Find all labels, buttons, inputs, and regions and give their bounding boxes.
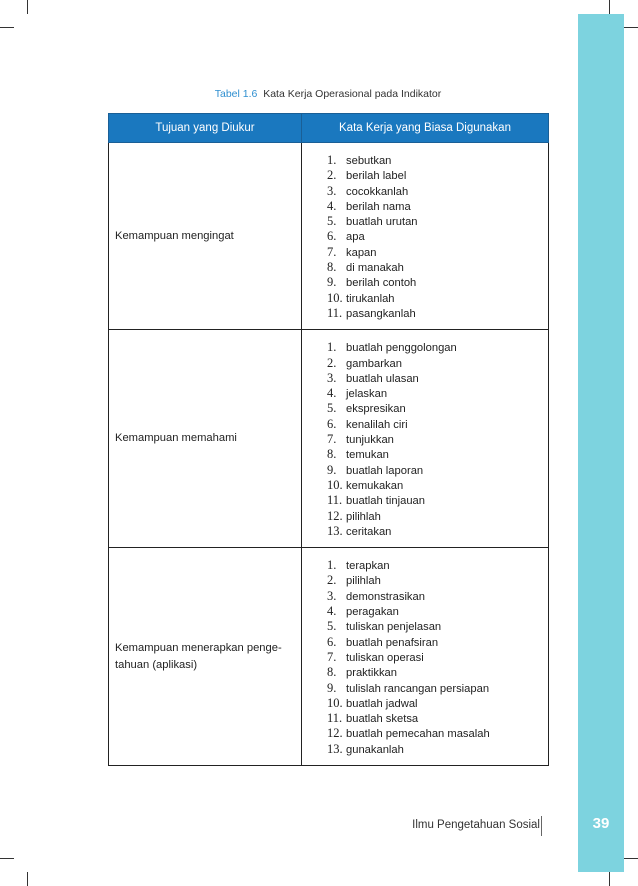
list-item (327, 478, 544, 493)
list-item-text: pilihlah (346, 510, 381, 523)
list-item (327, 340, 544, 355)
crop-mark (624, 27, 638, 28)
table-caption (108, 88, 548, 100)
verbs-cell (302, 330, 549, 548)
list-item (327, 306, 544, 321)
list-item-text: pilihlah (346, 575, 381, 588)
list-item-text: peragakan (346, 606, 399, 619)
list-item-text: buatlah tinjauan (346, 495, 426, 508)
list-item-number: 9. (327, 462, 337, 477)
list-item-text: buatlah penafsiran (346, 636, 439, 649)
book-title: Ilmu Pengetahuan Sosial (412, 819, 540, 831)
list-item-text: gambarkan (346, 357, 402, 370)
list-item-text: gunakanlah (346, 743, 404, 756)
list-item-number: 3. (327, 183, 337, 198)
list-item-number: 11. (327, 493, 343, 508)
list-item-text: berilah nama (346, 200, 411, 213)
list-item-text: praktikkan (346, 667, 397, 680)
list-item-number: 9. (327, 275, 337, 290)
list-item-number: 7. (327, 432, 337, 447)
list-item-number: 9. (327, 680, 337, 695)
list-item-number: 2. (327, 355, 337, 370)
list-item-text: tuliskan penjelasan (346, 621, 442, 634)
list-item-text: buatlah penggolongan (346, 342, 457, 355)
crop-mark (609, 0, 610, 14)
list-item (327, 726, 544, 741)
list-item (327, 199, 544, 214)
list-item-number: 5. (327, 214, 337, 229)
list-item (327, 650, 544, 665)
list-item (327, 275, 544, 290)
list-item (327, 229, 544, 244)
list-item-text: kapan (346, 246, 377, 259)
list-item-number: 6. (327, 634, 337, 649)
list-item-text: sebutkan (346, 155, 392, 167)
crop-mark (609, 872, 610, 886)
page-number: 39 (592, 815, 610, 832)
list-item-text: tulislah rancangan persiapan (346, 682, 490, 695)
list-item-number: 7. (327, 244, 337, 259)
table-header-row (109, 114, 549, 143)
list-item-text: tirukanlah (346, 292, 395, 305)
verb-list (327, 153, 544, 321)
list-item (327, 401, 544, 416)
list-item-text: jelaskan (346, 388, 388, 401)
list-item (327, 573, 544, 588)
list-item-text: di manakah (346, 262, 404, 275)
verbs-cell (302, 548, 549, 766)
list-item (327, 493, 544, 508)
list-item (327, 619, 544, 634)
list-item (327, 463, 544, 478)
list-item-number: 8. (327, 665, 337, 680)
list-item-number: 13. (327, 741, 343, 756)
list-item-number: 6. (327, 416, 337, 431)
list-item (327, 153, 544, 168)
objective-cell: Kemampuan menerapkan penge-tahuan (aplikasi) (109, 548, 302, 766)
list-item-text: buatlah laporan (346, 464, 424, 477)
list-item (327, 589, 544, 604)
list-item (327, 524, 544, 539)
list-item-text: cocokkanlah (346, 185, 409, 198)
list-item (327, 371, 544, 386)
list-item-number: 10. (327, 695, 343, 710)
list-item (327, 291, 544, 306)
footer-divider (541, 816, 542, 836)
list-item-text: berilah contoh (346, 277, 417, 290)
list-item (327, 184, 544, 199)
list-item (327, 356, 544, 371)
list-item (327, 509, 544, 524)
table-row (109, 330, 549, 548)
objective-cell: Kemampuan mengingat (109, 143, 302, 330)
list-item-text: buatlah jadwal (346, 697, 418, 710)
list-item (327, 742, 544, 757)
list-item-number: 8. (327, 260, 337, 275)
list-item-number: 4. (327, 198, 337, 213)
list-item-number: 2. (327, 168, 337, 183)
objective-cell: Kemampuan memahami (109, 330, 302, 548)
list-item (327, 386, 544, 401)
list-item-text: ekspresikan (346, 403, 406, 416)
page-side-bar (578, 14, 624, 872)
list-item (327, 417, 544, 432)
list-item (327, 214, 544, 229)
verbs-cell (302, 143, 549, 330)
list-item-text: demonstrasikan (346, 590, 425, 603)
list-item-text: tunjukkan (346, 434, 394, 447)
list-item-text: berilah label (346, 170, 407, 183)
list-item-number: 10. (327, 290, 343, 305)
table-row (109, 143, 549, 330)
list-item-number: 4. (327, 604, 337, 619)
list-item-number: 1. (327, 340, 337, 355)
list-item-number: 11. (327, 305, 343, 320)
list-item-text: terapkan (346, 560, 390, 573)
list-item-number: 3. (327, 370, 337, 385)
list-item (327, 604, 544, 619)
table-row (109, 548, 549, 766)
verb-list (327, 340, 544, 539)
operational-verbs-table (108, 113, 549, 766)
crop-mark (27, 0, 28, 14)
list-item-number: 5. (327, 401, 337, 416)
list-item (327, 635, 544, 650)
header-objective: Tujuan yang Diukur (109, 114, 302, 143)
list-item-number: 5. (327, 619, 337, 634)
list-item (327, 665, 544, 680)
crop-mark (0, 27, 14, 28)
list-item-number: 8. (327, 447, 337, 462)
list-item-text: buatlah urutan (346, 216, 418, 229)
list-item-text: pasangkanlah (346, 307, 416, 320)
list-item-number: 4. (327, 386, 337, 401)
list-item-text: temukan (346, 449, 389, 462)
verb-list (327, 558, 544, 757)
list-item-text: kenalilah ciri (346, 418, 408, 431)
list-item (327, 168, 544, 183)
list-item-number: 1. (327, 153, 337, 167)
list-item-text: kemukakan (346, 479, 404, 492)
list-item-number: 10. (327, 477, 343, 492)
list-item (327, 260, 544, 275)
list-item-text: buatlah pemecahan masalah (346, 728, 490, 741)
crop-mark (27, 872, 28, 886)
list-item-number: 2. (327, 573, 337, 588)
list-item (327, 447, 544, 462)
list-item-number: 13. (327, 523, 343, 538)
list-item (327, 245, 544, 260)
list-item-number: 6. (327, 229, 337, 244)
list-item (327, 696, 544, 711)
list-item-number: 12. (327, 508, 343, 523)
list-item-text: buatlah ulasan (346, 372, 419, 385)
crop-mark (624, 858, 638, 859)
list-item (327, 711, 544, 726)
list-item-text: apa (346, 231, 365, 244)
list-item (327, 681, 544, 696)
list-item-number: 11. (327, 711, 343, 726)
table-caption-text: Kata Kerja Operasional pada Indikator (263, 88, 442, 100)
crop-mark (0, 858, 14, 859)
list-item-text: ceritakan (346, 525, 392, 538)
table-caption-label: Tabel 1.6 (214, 88, 258, 100)
list-item-number: 7. (327, 649, 337, 664)
list-item-number: 12. (327, 726, 343, 741)
header-verbs: Kata Kerja yang Biasa Digunakan (302, 114, 549, 143)
list-item-text: tuliskan operasi (346, 651, 424, 664)
list-item-number: 1. (327, 558, 337, 573)
list-item-number: 3. (327, 588, 337, 603)
list-item (327, 558, 544, 573)
list-item (327, 432, 544, 447)
list-item-text: buatlah sketsa (346, 713, 419, 726)
